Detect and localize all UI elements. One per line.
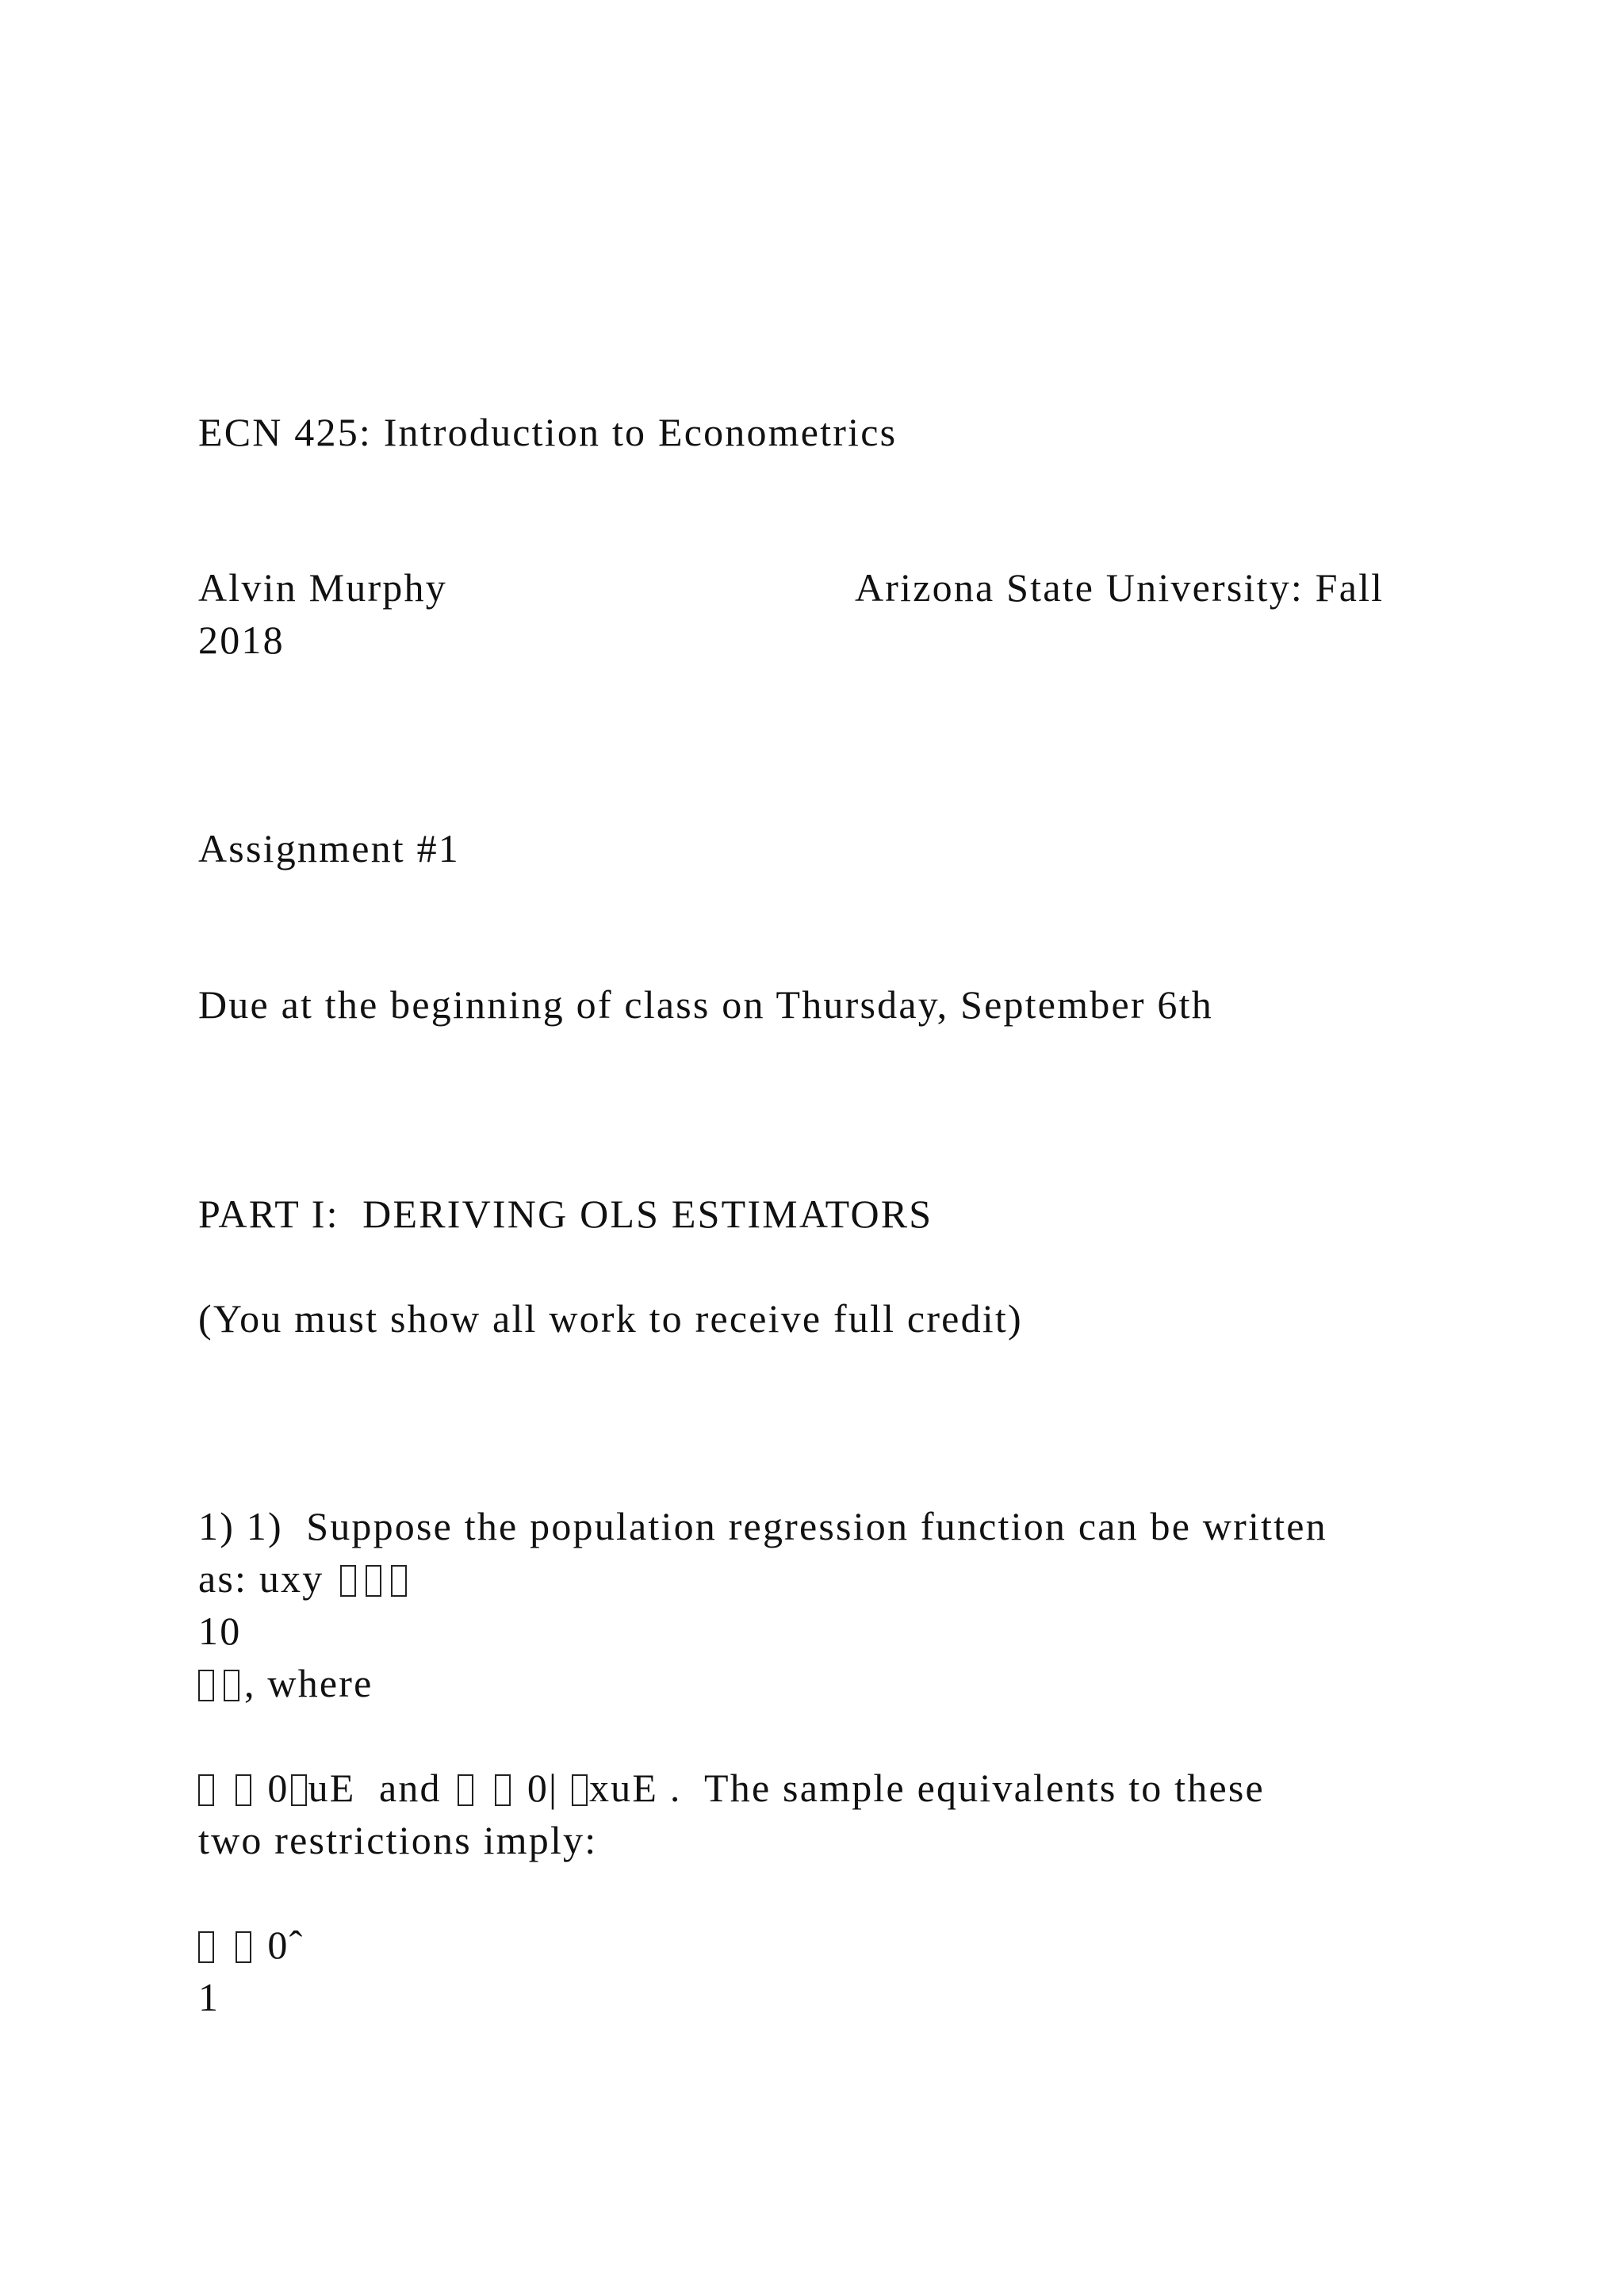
missing-glyph-icon: [224, 1670, 239, 1701]
question-1-line-8: 1: [198, 1975, 220, 2019]
assignment-title: Assignment #1: [198, 826, 460, 871]
instructions: (You must show all work to receive full credit): [198, 1296, 1023, 1341]
year: 2018: [198, 618, 285, 662]
q1-line5-a: 0: [267, 1766, 289, 1810]
question-1-line-7: [198, 1925, 304, 1965]
q1-line5-d: xuE . The sample equivalents to these: [588, 1766, 1265, 1810]
question-1-line-6: two restrictions imply:: [198, 1818, 598, 1862]
missing-glyph-icon: [495, 1774, 511, 1806]
q1-line2-text: as: uxy: [198, 1556, 324, 1601]
due-date: Due at the beginning of class on Thursday, September 6th: [198, 982, 1213, 1027]
missing-glyph-icon: [236, 1931, 251, 1963]
missing-glyph-icon: [198, 1931, 214, 1963]
missing-glyph-icon: [236, 1774, 251, 1806]
university-term: Arizona State University: Fall: [855, 565, 1385, 610]
q1-line5-c: 0|: [527, 1766, 559, 1810]
question-1-line-4: [198, 1663, 373, 1703]
instructor-name: Alvin Murphy: [198, 565, 447, 610]
part-title: PART I: DERIVING OLS ESTIMATORS: [198, 1192, 933, 1236]
q1-line5-b: uE and: [308, 1766, 442, 1810]
missing-glyph-icon: [366, 1565, 381, 1597]
missing-glyph-icon: [391, 1565, 407, 1597]
missing-glyph-icon: [340, 1565, 356, 1597]
question-1-line-1: 1) 1) Suppose the population regression function can be written: [198, 1504, 1327, 1548]
course-title: ECN 425: Introduction to Econometrics: [198, 410, 898, 454]
question-1-line-3: 10: [198, 1609, 242, 1653]
q1-line4-text: , where: [244, 1661, 373, 1705]
question-1-line-5: [198, 1768, 1265, 1808]
missing-glyph-icon: [572, 1774, 588, 1806]
question-1-line-2: [198, 1556, 412, 1601]
missing-glyph-icon: [198, 1670, 214, 1701]
missing-glyph-icon: [198, 1774, 214, 1806]
missing-glyph-icon: [291, 1774, 307, 1806]
q1-line7-text: 0ˆ: [267, 1923, 304, 1967]
missing-glyph-icon: [458, 1774, 473, 1806]
